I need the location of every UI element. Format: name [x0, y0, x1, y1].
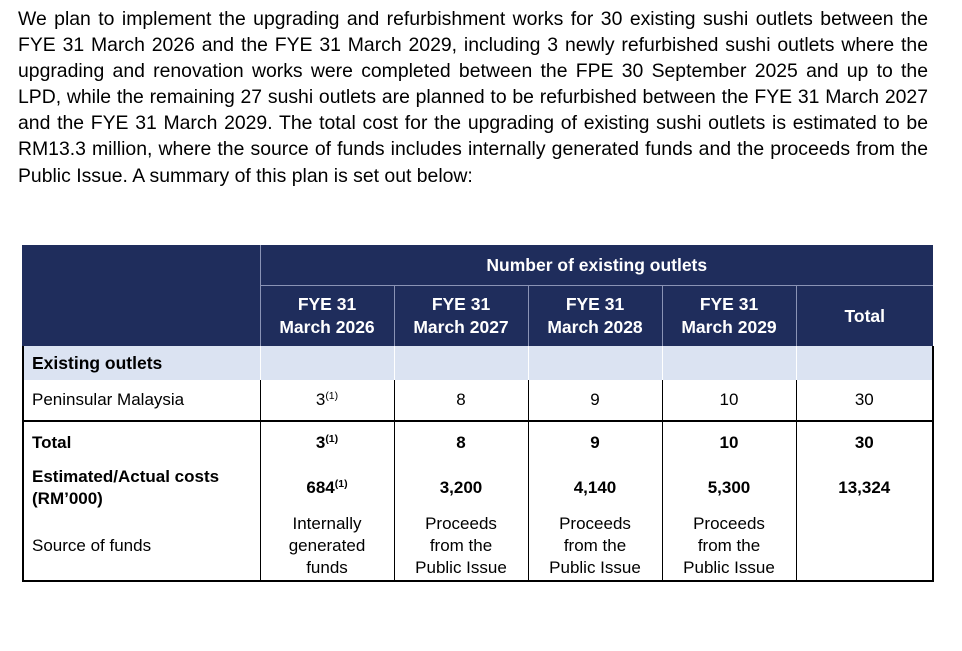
section-cell	[528, 346, 662, 380]
intro-paragraph: We plan to implement the upgrading and refurbishment works for 30 existing sushi outlets between the FYE 31 March 2026 and the FYE 31 March 2029, including 3 newly refurbished sushi outlets where the upgrading and renovation works were completed between the FPE 30 September 2025 and up to the LPD, while the remaining 27 sushi outlets are planned to be refurbished between the FYE 31 March 2027 and the FYE 31 March 2029. The total cost for the upgrading of existing sushi outlets is estimated to be RM13.3 million, where the source of funds includes internally generated funds and the proceeds from the Public Issue. A summary of this plan is set out below:	[18, 8, 928, 187]
total-header: Total	[796, 286, 933, 347]
table-row-peninsular	[23, 380, 933, 421]
total-cell: 13,324	[796, 464, 933, 512]
section-cell	[394, 346, 528, 380]
value-cell: 9	[528, 380, 662, 421]
year-header-2029: FYE 31 March 2029	[662, 286, 796, 347]
section-cell	[260, 346, 394, 380]
section-cell	[796, 346, 933, 380]
value-cell: 684$^{(1)}$	[260, 464, 394, 512]
row-label: Total	[23, 421, 260, 464]
value-cell: Proceeds from the Public Issue	[662, 512, 796, 581]
value-cell: 10	[662, 421, 796, 464]
value-cell: 9	[528, 421, 662, 464]
value-cell: 4,140	[528, 464, 662, 512]
value-cell: 3,200	[394, 464, 528, 512]
total-cell	[796, 512, 933, 581]
section-label: Existing outlets	[23, 346, 260, 380]
value-cell: 5,300	[662, 464, 796, 512]
group-header: Number of existing outlets	[260, 245, 933, 286]
row-label: Peninsular Malaysia	[23, 380, 260, 421]
value-cell: Internally generated funds	[260, 512, 394, 581]
value-cell: 8	[394, 380, 528, 421]
outlet-plan-table	[22, 245, 934, 582]
value-cell: 10	[662, 380, 796, 421]
table-row-total	[23, 421, 933, 464]
total-cell: 30	[796, 421, 933, 464]
section-cell	[662, 346, 796, 380]
footnote-marker: (1)	[325, 390, 339, 402]
value-cell: Proceeds from the Public Issue	[528, 512, 662, 581]
header-row-group	[23, 245, 933, 286]
table-row-costs	[23, 464, 933, 512]
value-cell: 3$^{(1)}$	[260, 380, 394, 421]
value-cell: Proceeds from the Public Issue	[394, 512, 528, 581]
total-cell: 30	[796, 380, 933, 421]
year-header-2026: FYE 31 March 2026	[260, 286, 394, 347]
table-row-funds	[23, 512, 933, 581]
value-cell: 3$^{(1)}$	[260, 421, 394, 464]
row-label: Source of funds	[23, 512, 260, 581]
value-cell: 8	[394, 421, 528, 464]
footnote-marker: (1)	[334, 478, 348, 490]
year-header-2027: FYE 31 March 2027	[394, 286, 528, 347]
footnote-marker: (1)	[325, 433, 339, 445]
year-header-2028: FYE 31 March 2028	[528, 286, 662, 347]
section-row	[23, 346, 933, 380]
header-label-cell	[23, 245, 260, 346]
row-label: Estimated/Actual costs (RM’000)	[23, 464, 260, 512]
